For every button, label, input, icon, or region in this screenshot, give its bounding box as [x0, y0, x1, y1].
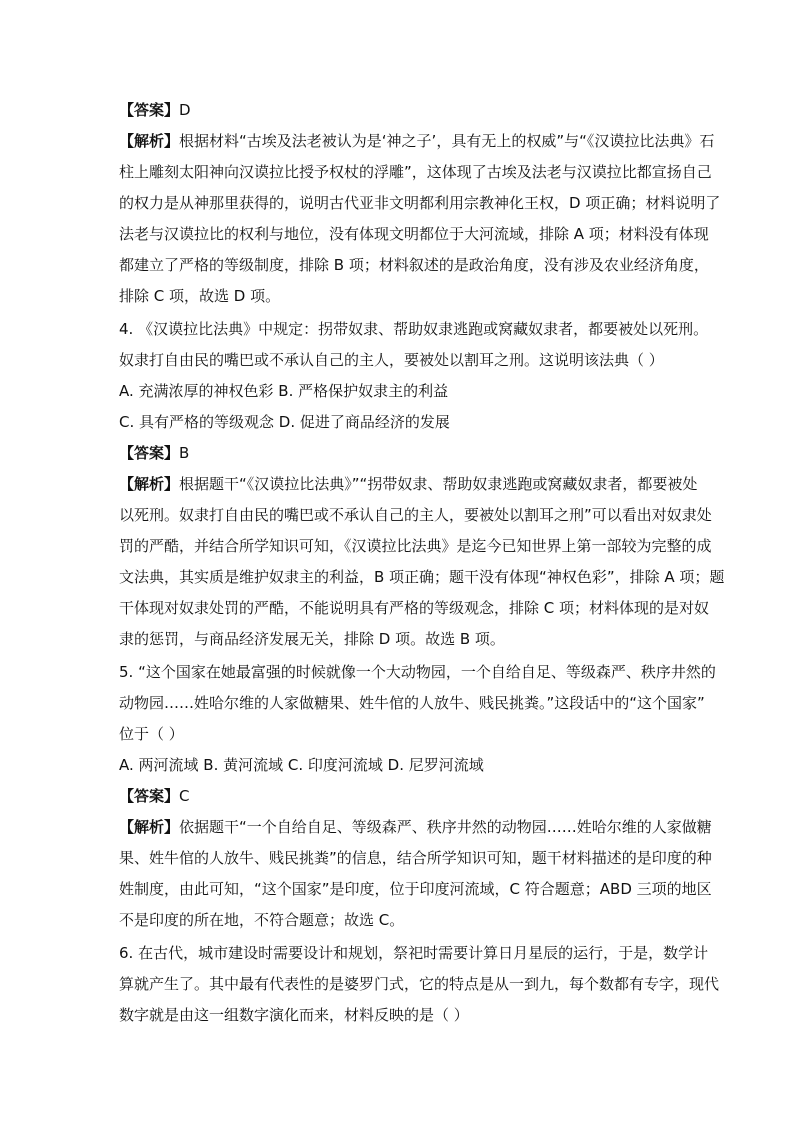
answer-tag: 【答案】 [119, 787, 180, 805]
analysis-line [119, 131, 715, 151]
text-line: 姓制度，由此可知，“这个国家”是印度，位于印度河流域，C 符合题意；ABD 三项的地区 [119, 880, 712, 898]
answer-text: B [179, 444, 190, 462]
text-line: 文法典，其实质是维护奴隶主的利益，B 项正确；题干没有体现“神权色彩”，排除 A 项；题 [119, 568, 725, 586]
question-4-stem-cont: 奴隶打自由民的嘴巴或不承认自己的主人，要被处以割耳之刑。这说明该法典（ ） [119, 351, 664, 369]
question-5-stem-cont: 动物园……姓哈尔维的人家做糖果、姓牛倌的人放牛、贱民挑粪。”这段话中的“这个国家” [119, 694, 705, 712]
analysis-line [119, 474, 698, 494]
answer-tag: 【答案】 [119, 101, 180, 119]
text-line: 根据材料“古埃及法老被认为是‘神之子’，具有无上的权威”与“《汉谟拉比法典》石 [179, 132, 715, 150]
answer-text: D [179, 101, 191, 119]
answer-line-q5 [119, 786, 679, 806]
analysis-tag: 【解析】 [119, 475, 180, 493]
question-6-stem-cont: 数字就是由这一组数字演化而来，材料反映的是（ ） [119, 1006, 469, 1024]
answer-text: C [179, 787, 190, 805]
answer-line-q4 [119, 443, 679, 463]
text-line: 罚的严酷，并结合所学知识可知，《汉谟拉比法典》是迄今已知世界上第一部较为完整的成 [119, 537, 712, 555]
text-line: 干体现对奴隶处罚的严酷，不能说明具有严格的等级观念，排除 C 项；材料体现的是对奴 [119, 599, 710, 617]
answer-tag: 【答案】 [119, 444, 180, 462]
text-line: 果、姓牛倌的人放牛、贱民挑粪”的信息，结合所学知识可知，题干材料描述的是印度的种 [119, 849, 712, 867]
text-line: 以死刑。奴隶打自由民的嘴巴或不承认自己的主人，要被处以割耳之刑”可以看出对奴隶处 [119, 506, 712, 524]
text-line: 不是印度的所在地，不符合题意；故选 C。 [119, 911, 405, 929]
analysis-tag: 【解析】 [119, 818, 180, 836]
text-line: 的权力是从神那里获得的，说明古代亚非文明都利用宗教神化王权，D 项正确；材料说明了 [119, 194, 721, 212]
question-4-options-ab: A. 充满浓厚的神权色彩 B. 严格保护奴隶主的利益 [119, 382, 449, 400]
question-5-stem: 5. “这个国家在她最富强的时候就像一个大动物园，一个自给自足、等级森严、秩序井然的 [119, 663, 716, 681]
text-line: 排除 C 项，故选 D 项。 [119, 287, 281, 305]
text-line: 都建立了严格的等级制度，排除 B 项；材料叙述的是政治角度，没有涉及农业经济角度， [119, 256, 709, 274]
analysis-tag: 【解析】 [119, 132, 180, 150]
text-line: 依据题干“一个自给自足、等级森严、秩序井然的动物园……姓哈尔维的人家做糖 [179, 818, 712, 836]
analysis-line [119, 817, 712, 837]
question-5-options: A. 两河流域 B. 黄河流域 C. 印度河流域 D. 尼罗河流域 [119, 756, 484, 774]
text-line: 柱上雕刻太阳神向汉谟拉比授予权杖的浮雕”，这体现了古埃及法老与汉谟拉比都宣扬自己 [119, 163, 712, 181]
text-line: 法老与汉谟拉比的权利与地位，没有体现文明都位于大河流域，排除 A 项；材料没有体现 [119, 225, 709, 243]
question-4-options-cd: C. 具有严格的等级观念 D. 促进了商品经济的发展 [119, 413, 450, 431]
text-line: 隶的惩罚，与商品经济发展无关，排除 D 项。故选 B 项。 [119, 630, 505, 648]
question-6-stem-cont: 算就产生了。其中最有代表性的是婆罗门式，它的特点是从一到九，每个数都有专字，现代 [119, 975, 720, 993]
question-4-stem: 4. 《汉谟拉比法典》中规定：拐带奴隶、帮助奴隶逃跑或窝藏奴隶者，都要被处以死刑。 [119, 320, 709, 338]
question-5-stem-cont: 位于（ ） [119, 725, 184, 743]
question-6-stem: 6. 在古代，城市建设时需要设计和规划，祭祀时需要计算日月星辰的运行，于是，数学计 [119, 944, 709, 962]
answer-line-q3 [119, 100, 679, 120]
text-line: 根据题干“《汉谟拉比法典》”“拐带奴隶、帮助奴隶逃跑或窝藏奴隶者，都要被处 [179, 475, 698, 493]
